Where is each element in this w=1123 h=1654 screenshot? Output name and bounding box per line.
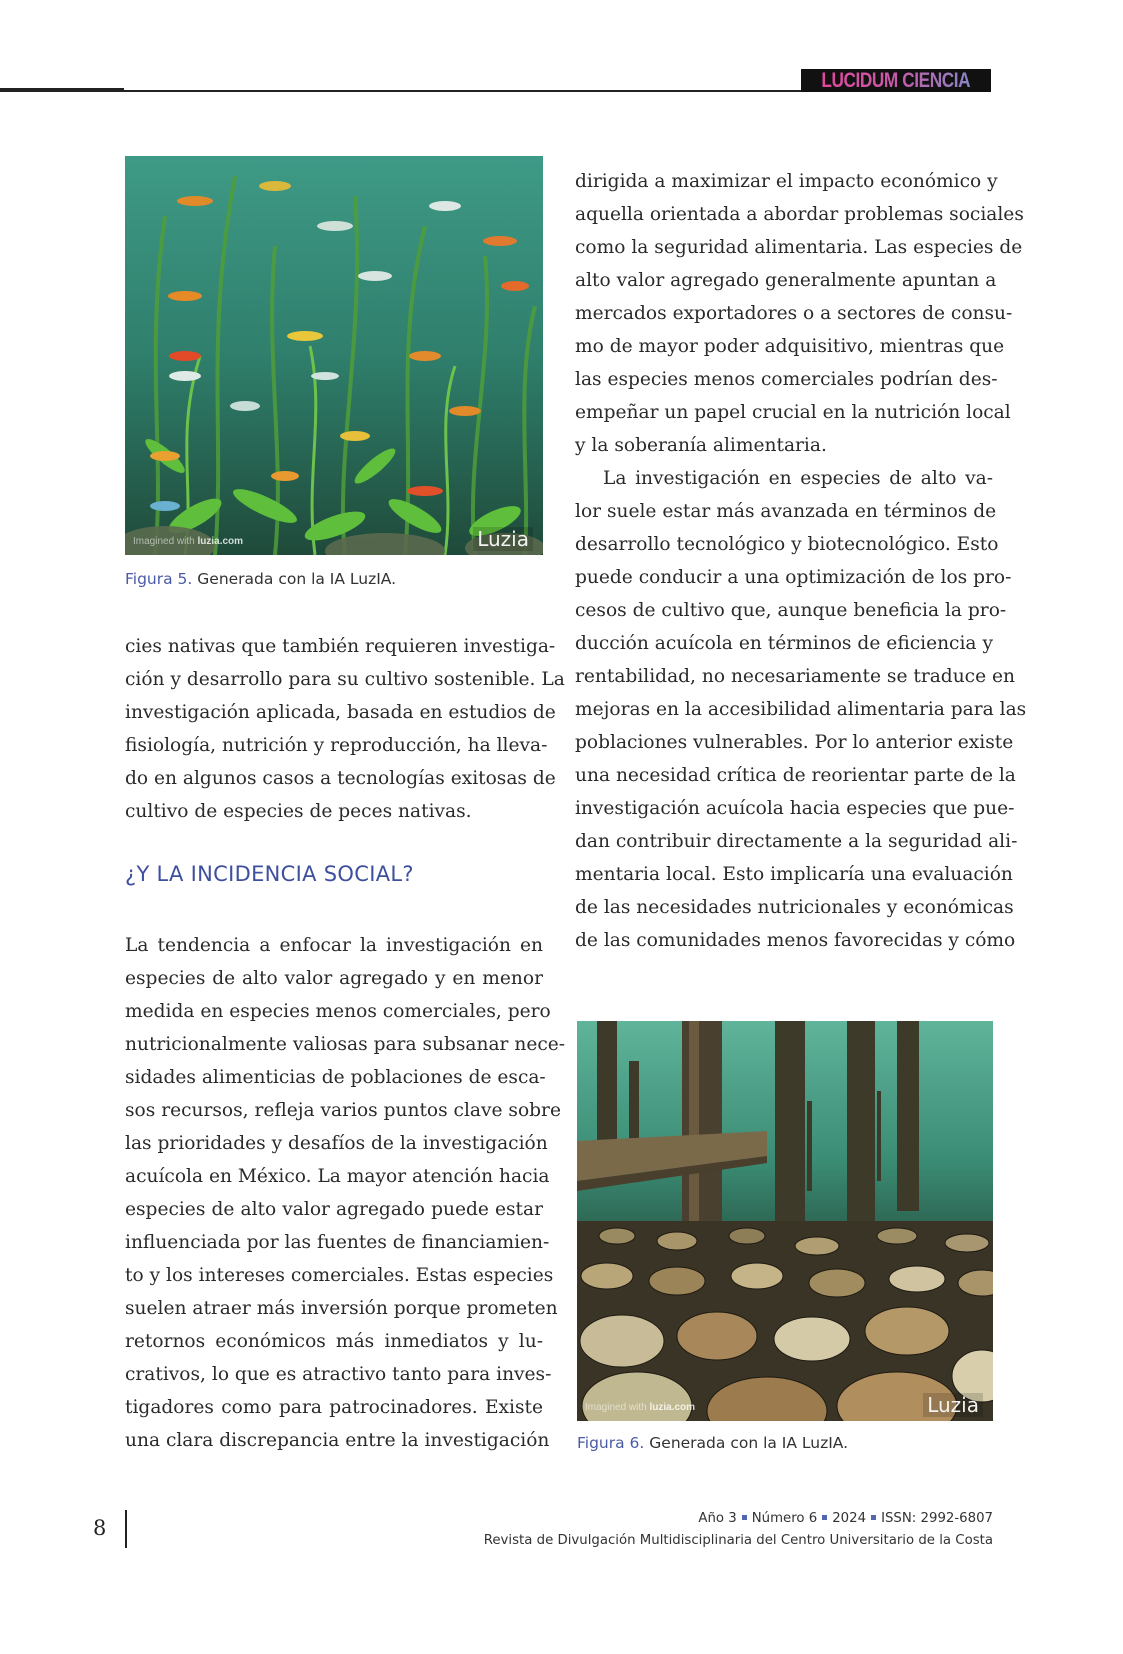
issn: ISSN: 2992-6807 [881,1511,993,1526]
text-line: una necesidad crítica de reorientar parte de la [575,765,1016,786]
watermark-luzia: Luzia [473,527,533,551]
text-line: cesos de cultivo que, aunque beneficia la pro- [575,600,1007,621]
text-line: una clara discrepancia entre la investigación [125,1430,550,1451]
text-line: La investigación en especies de alto va- [603,468,993,489]
right-column-paragraph-2 [575,462,1027,957]
left-column-paragraph-2 [125,929,566,1457]
text-line: dan contribuir directamente a la seguridad ali- [575,831,1018,852]
text-line: sos recursos, refleja varios puntos clave sobre [125,1100,561,1121]
right-column-paragraph-1 [575,165,1024,462]
header-rule-accent [0,88,124,92]
text-line: lor suele estar más avanzada en términos de [575,501,997,522]
text-line: mejoras en la accesibilidad alimentaria para las [575,699,1027,720]
text-line: cultivo de especies de peces nativas. [125,801,472,822]
text-line: mercados exportadores o a sectores de consu- [575,303,1013,324]
figure-5-caption [125,570,396,588]
journal-logo [801,69,991,92]
text-line: de las necesidades nutricionales y económicas [575,897,1014,918]
caption-text: Generada con la IA LuzIA. [192,570,397,588]
issue-info [698,1511,993,1526]
figure-6-caption [577,1434,848,1452]
text-line: do en algunos casos a tecnologías exitosas de [125,768,556,789]
text-line: crativos, lo que es atractivo tanto para inves- [125,1364,552,1385]
issue-number: Número 6 [751,1511,818,1526]
text-line: mo de mayor poder adquisitivo, mientras que [575,336,1005,357]
separator-square-icon [742,1515,747,1520]
figure-6-image [577,1021,993,1421]
text-line: ducción acuícola en términos de eficiencia y [575,633,993,654]
page-number-rule [125,1510,127,1548]
caption-text: Generada con la IA LuzIA. [644,1434,849,1452]
journal-name: Revista de Divulgación Multidisciplinaria del Centro Universitario de la Costa [483,1533,993,1548]
text-line: sidades alimenticias de poblaciones de esca- [125,1067,546,1088]
text-line: acuícola en México. La mayor atención hacia [125,1166,550,1187]
text-line: influenciada por las fuentes de financiamien- [125,1232,550,1253]
text-line: mentaria local. Esto implicaría una evaluación [575,864,1013,885]
text-line: especies de alto valor agregado puede estar [125,1199,543,1220]
text-line: poblaciones vulnerables. Por lo anterior existe [575,732,1014,753]
figure-5-image [125,156,543,555]
text-line: alto valor agregado generalmente apuntan a [575,270,997,291]
watermark-imagined-with: Imagined with luzia.com [133,536,244,547]
text-line: dirigida a maximizar el impacto económico y [575,171,998,192]
caption-label: Figura 5. [125,570,193,588]
text-line: como la seguridad alimentaria. Las especies de [575,237,1023,258]
text-line: to y los intereses comerciales. Estas especies [125,1265,554,1286]
separator-square-icon [871,1515,876,1520]
text-line: las prioridades y desafíos de la investigación [125,1133,548,1154]
section-heading: ¿Y LA INCIDENCIA SOCIAL? [125,862,414,886]
text-line: empeñar un papel crucial en la nutrición local [575,402,1011,423]
issue-date: 2024 [832,1511,867,1526]
left-column-paragraph-1 [125,630,565,828]
text-line: suelen atraer más inversión porque prometen [125,1298,558,1319]
scallops-illustration [577,1021,993,1421]
text-line: retornos económicos más inmediatos y lu- [125,1331,543,1352]
text-line: desarrollo tecnológico y biotecnológico. Esto [575,534,999,555]
text-line: puede conducir a una optimización de los pro- [575,567,1012,588]
text-line: rentabilidad, no necesariamente se traduce en [575,666,1015,687]
text-line: las especies menos comerciales podrían des- [575,369,998,390]
watermark-imagined-with: Imagined with luzia.com [585,1402,696,1413]
fish-illustration [125,156,543,555]
page-number: 8 [93,1516,107,1540]
text-line: cies nativas que también requieren investiga- [125,636,556,657]
text-line: de las comunidades menos favorecidas y cómo [575,930,1016,951]
text-line: investigación acuícola hacia especies que pue- [575,798,1015,819]
caption-label: Figura 6. [577,1434,645,1452]
text-line: medida en especies menos comerciales, pero [125,1001,551,1022]
text-line: investigación aplicada, basada en estudios de [125,702,556,723]
text-line: especies de alto valor agregado y en menor [125,968,543,989]
text-line: fisiología, nutrición y reproducción, ha lleva- [125,735,548,756]
watermark-luzia: Luzia [923,1393,983,1417]
issue-year: Año 3 [698,1511,737,1526]
text-line: aquella orientada a abordar problemas sociales [575,204,1024,225]
text-line: tigadores como para patrocinadores. Existe [125,1397,543,1418]
separator-square-icon [822,1515,827,1520]
text-line: ción y desarrollo para su cultivo sostenible. La [125,669,565,690]
text-line: y la soberanía alimentaria. [575,435,827,456]
text-line: nutricionalmente valiosas para subsanar nece- [125,1034,566,1055]
text-line: La tendencia a enfocar la investigación en [125,935,543,956]
logo-text: LUCIDUM CIENCIA [821,68,971,92]
